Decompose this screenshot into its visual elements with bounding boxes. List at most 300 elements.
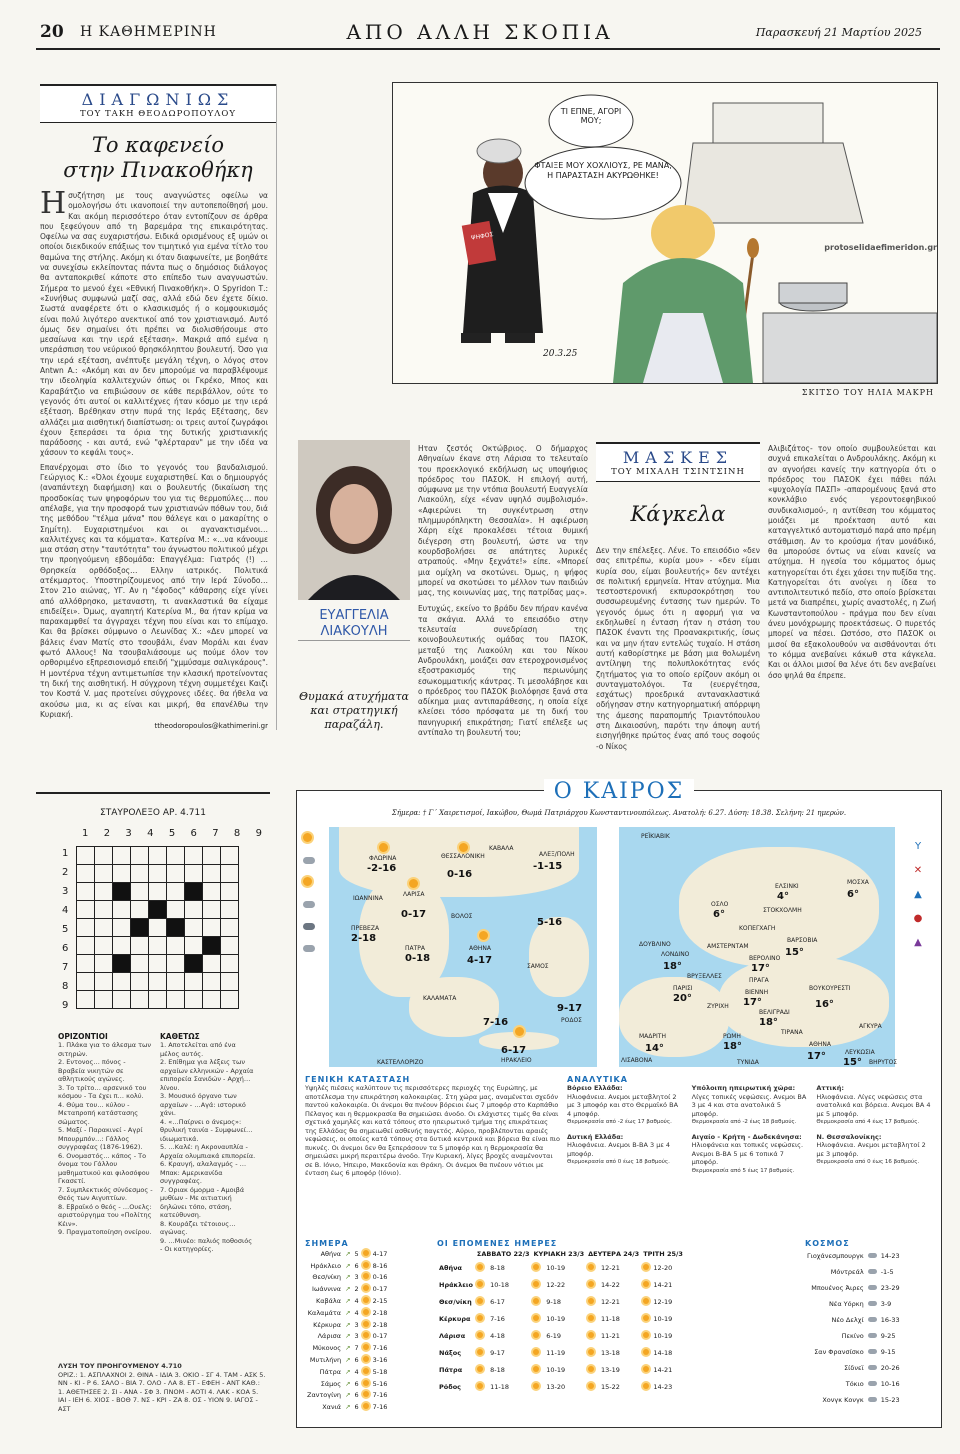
wind-force: 3 <box>354 1332 359 1341</box>
city-name: Κέρκυρα <box>313 1320 342 1329</box>
city-name: Χανιά <box>322 1403 342 1412</box>
city-label: ΙΩΑΝΝΙΝΑ <box>353 895 383 902</box>
city-temp: 9-17 <box>557 1003 583 1014</box>
column-number: 5 <box>168 828 176 839</box>
temp-range: 10-16 <box>880 1380 900 1388</box>
city-label: ΡΟΔΟΣ <box>561 1017 582 1024</box>
city-temp: 15° <box>843 1057 862 1068</box>
city-name: Αθήνα <box>439 1264 463 1273</box>
cloud-icon <box>866 1376 879 1392</box>
row-number: 9 <box>62 1000 69 1011</box>
general-text: Υψηλές πιέσεις καλύπτουν τις περισσότερες περιοχές της Ευρώπης, με αποτέλεσμα την επικράτηση καλοκαιρίας. Στη χώρα μας, αναμένεται σχεδόν παντού καλοκαιρία. Οι άνεμοι θα πνέουν βόρειοι έως 7 μποφόρ στο Καρπάθιο Πέλαγος και η θερμοκρασία θα σημειώσει άνοδο. Οι ελάχιστες τιμές θα είναι σχετικά χαμηλές και κατά τόπους στο ηπειρωτικό τμήμα της επικράτειας της Ελλάδας θα σημειωθεί ασθενής παγετός. Αύριο, προβλέπονται αραιές νεφώσεις, οι οποίες κατά τόπους στα δυτικά κεντρικά και βόρεια θα είναι πιο πυκνές. Οι άνεμοι δεν θα ξεπεράσουν τα 5 μποφόρ και η θερμοκρασία θα σημειώσει μικρή περαιτέρω άνοδο. Την Κυριακή, λίγες βροχές αναμένονται σε Β. Ιόνιο, Ήπειρο, Μακεδονία και Θράκη. Οι άνεμοι θα πνέουν νότιοι με ένταση έως 6 μποφόρ (Ιόνιο). <box>305 1084 560 1177</box>
temp-range: 16-33 <box>880 1316 900 1324</box>
temp-range: 15-23 <box>880 1396 900 1404</box>
temp-range: 8-16 <box>372 1261 388 1270</box>
city-label: ΛΕΥΚΩΣΙΑ <box>845 1049 875 1056</box>
sun-icon <box>586 1311 599 1328</box>
rain-icon <box>303 893 323 915</box>
across-clues <box>58 1032 154 1237</box>
sun-icon <box>459 843 468 852</box>
europe-map <box>619 827 898 1068</box>
temp-range: 10-19 <box>546 1366 566 1375</box>
city-label: ΠΑΤΡΑ <box>405 945 426 952</box>
temp-range: 13-18 <box>600 1349 620 1358</box>
temp-range: 10-19 <box>546 1264 566 1273</box>
sun-icon <box>531 1362 544 1379</box>
author-photo <box>298 440 410 600</box>
city-name: Ηράκλειο <box>310 1261 342 1270</box>
masks-header <box>596 442 760 482</box>
clue: 5. Μαξί - Παρακινεί - Αγρί Μπουρμπόν…: Γάλλος συγγραφέας (1876-1962). <box>58 1126 143 1151</box>
temp-range: 9-18 <box>546 1298 561 1307</box>
wind-arrow-icon: ↗ <box>345 1403 351 1412</box>
sun-icon <box>531 1311 544 1328</box>
book-label: ΨΗΦΟΣ <box>470 231 494 242</box>
world-row <box>805 1328 902 1344</box>
cartoon-signature: 20.3.25 <box>543 349 578 359</box>
city-name: Πάτρα <box>439 1366 463 1375</box>
masks-headline: Κάγκελα <box>630 502 726 526</box>
temp-range: 10-19 <box>653 1315 673 1324</box>
low-pressure-icon: ✕ <box>913 865 923 876</box>
temp-range: 11-18 <box>490 1383 509 1392</box>
row-number: 4 <box>62 905 69 916</box>
sun-icon <box>641 1345 651 1362</box>
high-pressure-icon: Y <box>914 841 922 852</box>
wind-arrow-icon: ↗ <box>345 1379 351 1388</box>
sun-icon <box>531 1379 544 1396</box>
wind-force: 5 <box>354 1249 359 1258</box>
cartoon-drawing <box>393 83 937 383</box>
next-days-row <box>437 1328 685 1345</box>
city-name: Κέρκυρα <box>439 1315 471 1324</box>
city-temp: 2-18 <box>351 933 377 944</box>
sun-icon <box>479 931 488 940</box>
city-name: Γιοχάνεσμπουργκ <box>807 1252 864 1260</box>
sun-icon <box>641 1277 651 1294</box>
region-forecast: Ν. Θεσσαλονίκης: Ηλιοφάνεια. Ανεμοι μεταβλητοί 2 με 3 μποφόρ. Θερμοκρασία από 0 έως 16 βαθμούς. <box>816 1132 926 1165</box>
city-name: Ζαντογίνη <box>307 1391 342 1400</box>
city-label: ΤΙΡΑΝΑ <box>781 1029 803 1036</box>
wind-force: 7 <box>354 1344 359 1353</box>
storm-icon <box>303 915 323 937</box>
down-title: ΚΑΘΕΤΩΣ <box>160 1032 200 1041</box>
temp-range: 14-21 <box>653 1366 673 1375</box>
temp-range: 0-16 <box>372 1273 388 1282</box>
temp-range: 7-16 <box>372 1344 388 1353</box>
city-name: Λάρισα <box>317 1332 342 1341</box>
sun-icon <box>361 1401 371 1413</box>
wind-arrow-icon: ↗ <box>345 1391 351 1400</box>
headline-line-2: στην Πινακοθήκη <box>63 158 253 182</box>
row-number: 8 <box>62 981 69 992</box>
temp-range: 20-26 <box>880 1364 900 1372</box>
column-number: 3 <box>125 828 132 839</box>
city-label: ΕΛΣΙΝΚΙ <box>775 883 799 890</box>
clue: 3. Το τρίτο… αρσενικό του κόσμου - Τα έχει π… κολύ. <box>58 1083 147 1100</box>
temp-range: 14-21 <box>653 1281 673 1290</box>
world-row <box>805 1376 902 1392</box>
section-title: ΑΠΟ ΑΛΛΗ ΣΚΟΠΙΑ <box>346 20 614 44</box>
today-row <box>305 1283 389 1295</box>
city-temp: 6-17 <box>501 1045 527 1056</box>
wind-force: 4 <box>354 1367 359 1376</box>
sun-icon <box>531 1328 544 1345</box>
today-row <box>305 1295 389 1307</box>
city-temp: 4° <box>777 891 789 902</box>
clue: 3. Μουσικό όργανο των αρχαίων - …Αγά: ιστορικό χάνι. <box>160 1092 246 1117</box>
sun-icon <box>361 1354 371 1366</box>
city-temp: 6° <box>713 909 725 920</box>
general-forecast <box>305 1075 561 1178</box>
wind-force: 6 <box>354 1391 359 1400</box>
temp-range: 11-19 <box>546 1349 566 1358</box>
city-label: ΠΡΑΓΑ <box>749 977 769 984</box>
today-row <box>305 1366 389 1378</box>
temp-range: 5-16 <box>372 1379 388 1388</box>
city-temp: 15° <box>785 947 804 958</box>
temp-range: 12-21 <box>600 1264 620 1273</box>
today-row <box>305 1307 389 1319</box>
clue: 6. Ονομαστός… κάπος - Το όνομα του Γάλλου μαθηματικού και φιλοσόφου Γκασετί. <box>58 1151 150 1185</box>
temp-range: 9-15 <box>880 1348 896 1356</box>
wind-force: 6 <box>354 1403 359 1412</box>
clue: 1. Πλάκα για το άλεσμα των σιτηρών. <box>58 1041 152 1058</box>
region-forecast: Βόρειο Ελλάδα: Ηλιοφάνεια. Ανεμοι μεταβλητοί 2 με 3 μποφόρ και στο Θερμαϊκό ΒΑ 4 μποφόρ. Θερμοκρασία από -2 έως 17 βαθμούς. <box>567 1084 679 1125</box>
temp-range: 12-21 <box>600 1298 620 1307</box>
cold-front-icon: ▲ <box>914 889 922 900</box>
headline-line-1: Το καφενείο <box>91 133 225 157</box>
sun-icon <box>531 1277 544 1294</box>
today-forecast <box>305 1239 431 1413</box>
analytic-title: ΑΝΑΛΥΤΙΚΑ <box>567 1075 628 1084</box>
temp-range: 14-18 <box>653 1349 673 1358</box>
world-title: ΚΟΣΜΟΣ <box>805 1239 850 1248</box>
city-label: ΤΥΝΙΔΑ <box>737 1059 759 1066</box>
sun-icon <box>361 1283 371 1295</box>
column-kicker: ΔΙΑΓΩΝΙΩΣ <box>81 90 235 109</box>
cloud-icon <box>866 1344 879 1360</box>
city-name: Πεκίνο <box>841 1332 864 1340</box>
city-name: Ρόδος <box>439 1383 462 1392</box>
column-number: 2 <box>103 828 111 839</box>
city-label: ΘΕΣΣΑΛΟΝΙΚΗ <box>441 853 485 860</box>
cloud-icon <box>866 1360 879 1376</box>
occluded-front-icon: ▲ <box>914 937 922 948</box>
temp-range: 10-19 <box>546 1315 566 1324</box>
city-temp: 7-16 <box>483 1017 509 1028</box>
city-name: Ιωάννινα <box>312 1285 342 1294</box>
city-label: ΠΡΕΒΕΖΑ <box>351 925 380 932</box>
sun-icon <box>361 1307 371 1319</box>
cloud-icon <box>303 849 323 871</box>
weather-title-wrap <box>297 779 941 804</box>
city-name: Πάτρα <box>319 1367 342 1376</box>
sun-icon <box>531 1345 544 1362</box>
wind-force: 3 <box>354 1320 359 1329</box>
clue: 8. Κουράζει τέτοιους… αγώνας. <box>160 1219 236 1236</box>
article-paragraph: Επανέρχομαι στο ίδιο το γεγονός του βανδαλισμού. Γεώργιος Κ.: «Όλοι έχουμε ευχαριστηθεί. Και ο δημιουργός (αναπάντεχη διαφήμιση) και ο βουλευτής (δικαίωση της προσδοκίας των ψηφοφόρων του για τις θερμοπύλες… που απέλαβε, για την προσφορά των χριστιανών πόθων του, διά της μεθόδου "τέλμα μάνα" που θάλεγε και ο μακαρίτης ο Σημίτη). Ευχαριστημένοι και οι αγανακτισμένοι…καλλιτέχνες και τα κόμματα». Κατερίνα Μ.: «...να κάνουμε μια στάση στην "ταυτότητα" του άγνωστου πολιτικού μέχρι την προηγούμενη εβδομάδα: Επαγγέλμα: Γιατρός (!) … Θρησκεία ορθόδοξος… Ελλην ιατρικός. Πολιτικά ατέκμαρτος. Υποστηρίζουμενος από την Ιερά Σύνοδο… Στον 21ο αιώνας, ΥΓ. Αν η "έφοδος" κάθαρσης είχε γίνει από αλλόθρησκο, μεταναστη, τι ανακλαστικά θα είχαμε επιδείξει». Όμως, αγαπητή Κατερίνα Μ., θα ήταν κρίμα να παρακαμφθεί τα άγγραχει τέχνη που είναι και το επίμαχο. Και θα βρίσκει σύμφωνο ο Λεωνίδας Χ.: «Δεν μπορεί να βάλεις έναν Ματίς στο τσουβάλι, έναν Μοράλι και έναν φωτό Αλλους! Να τσουβαλιάσουμε ως πούμε όλον τον ορθοριμένο εξπρεσιονισμό επειδή "χμμύσαμε σαλιγκάρους". Η μοντέρνα τέχνη αντιμετωπίσε την κλασική προτείνοντας τη δική της αισθητική. Η σύγχρονη τέχνη συμμετέχει Καιζι τον Κοστά V. μας προτείνει σύγχρονες ιδέες. θα ήθελα να ακούσω μια, κι ας είναι και μικρή, θα επανέλθω την Κυριακή. <box>40 462 268 719</box>
wind-arrow-icon: ↗ <box>345 1297 351 1306</box>
speech-bubble-mother: ΤΙ ΕΠΝΕ, ΑΓΟΡΙ ΜΟΥ; <box>560 107 622 125</box>
wind-arrow-icon: ↗ <box>345 1332 351 1341</box>
city-label: ΚΑΣΤΕΛΛΟΡΙΖΟ <box>377 1059 424 1066</box>
temp-range: 11-21 <box>600 1332 620 1341</box>
city-temp: 17° <box>751 963 770 974</box>
temp-range: 10-19 <box>653 1332 673 1341</box>
city-label: ΡΕΪΚΙΑΒΙΚ <box>641 833 670 840</box>
city-temp: 17° <box>743 997 762 1008</box>
next-days-row <box>437 1294 685 1311</box>
city-label: ΚΟΠΕΓΧΑΓΗ <box>739 925 776 932</box>
sun-icon <box>586 1345 599 1362</box>
column-number: 9 <box>255 828 262 839</box>
city-label: ΒΙΕΝΝΗ <box>745 989 769 996</box>
city-label: ΒΟΛΟΣ <box>451 913 473 920</box>
city-name: Θεσ/νίκη <box>312 1273 342 1282</box>
city-temp: 0-18 <box>405 953 431 964</box>
temp-range: 14-23 <box>653 1383 673 1392</box>
opinion-author <box>298 608 410 640</box>
wind-arrow-icon: ↗ <box>345 1356 351 1365</box>
temp-range: 7-16 <box>372 1391 388 1400</box>
weather-title: Ο ΚΑΙΡΟΣ <box>544 779 694 804</box>
city-temp: 5-16 <box>537 917 563 928</box>
day-header: ΔΕΥΤΕΡΑ 24/3 <box>588 1249 640 1258</box>
clue: 2. Επίθημα για λέξεις των αρχαίων ελληνικών - Αρχαία επιπορεία Σανιδών - Αρχή… λίνου. <box>160 1058 254 1092</box>
city-label: ΑΜΣΤΕΡΝΤΑΜ <box>707 943 749 950</box>
sun-icon <box>475 1311 488 1328</box>
sun-icon <box>475 1379 488 1396</box>
temp-range: 2-18 <box>372 1320 388 1329</box>
column-number: 7 <box>212 828 219 839</box>
front-legend <box>903 841 933 961</box>
city-label: ΑΛΕΞ/ΠΟΛΗ <box>539 851 575 858</box>
cloud-icon <box>866 1280 879 1296</box>
temp-range: 4-17 <box>372 1249 388 1258</box>
city-label: ΖΥΡΙΧΗ <box>707 1003 729 1010</box>
wind-arrow-icon: ↗ <box>345 1320 351 1329</box>
sun-icon <box>586 1294 599 1311</box>
sun-cloud-icon <box>303 871 323 893</box>
clue: 9. …Μινέο: παλιός ποθοσιός - Οι κατηγορίες. <box>160 1236 253 1253</box>
world-table <box>805 1248 902 1408</box>
article-paragraph: Ησυζήτηση με τους αναγνώστες οφείλω να ομολογήσω ότι ικανοποιεί την αυτοπεποίθησή μου. Και ακόμη περισσότερο όταν εντοπίζουν σε άρθρα που ξεφεύγουν από τη βαρεμάρα της επικαιρότητας. Οφείλω να σας ευχαριστήσω. Ειδικά ορισμένους εξ υμών οι οποίοι διεκδικούν επάξιως τον τιμητικό για εμένα τίτλο του θαμώνα της στήλης. Ακόμη κι όταν διαφωνείτε, με βοηθάτε να συνεχίσω εκλείποντας πάντα πως ο δημόσιος διάλογος θα ανταποκριθεί κάποτε στο επίπεδο των αναγνωστών. Σήμερα το μενού έχει «Εθνική Πινακοθήκη». Ο Spyridon Τ.: «Συνήθως συμφωνώ μαζί σας, αλλά εδώ δεν έχετε δίκιο. Σωστά αναφέρετε ότι ο κλασικισμός ή ο κομφουκισμός είναι πολύ λιγότερο ανεκτικοί από τον χριστιανισμό. Αυτό όμως δεν σημαίνει ότι πρέπει να διολισθήσουμε στο μεσαίωνα και την ιερά εξέταση». Μακριά από εμένα η υπεράσπιση του νεύρικού θρησκόληπτου βουλευτή. Όσο για την ιερά εξέταση, ανέπτυξε μεγάλη τέχνη, ο λόγος στον Antwn A.: «Ακόμη και αν δεν μπορούμε να παραβλέψουμε την ιδεοληψία καλλιτεχνών όπως οι Γκρέκο, Μπος και Καραβάτζιο να επιβιώσουν σε κάθε περιβάλλον, ούτε το γεγονός ότι αυτοί οι καλλιτέχνες ήταν κόσμο με την ιερά εξέταση. Βρέθηκαν στην πυρά της Ιεράς Εξέτασης, δεν αλλάζει μια αισθητική διαπίστωση: οι τρεις αυτοί ζωγράφοι έχουν ξεπεράσει τα όρια της δυτικής χριστιανικής παράδοσης - και αυτά, ενώ "φλέρταραν" με την ιδέα να χάσουν το κεφάλι τους». <box>40 186 268 458</box>
next-days-row <box>437 1277 685 1294</box>
city-label: ΟΣΛΟ <box>711 901 729 908</box>
temp-range: 10-18 <box>490 1281 509 1290</box>
temp-range: 11-18 <box>600 1315 620 1324</box>
city-name: Καλαμάτα <box>307 1308 342 1317</box>
wind-force: 4 <box>354 1308 359 1317</box>
sun-icon <box>641 1311 651 1328</box>
temp-range: 0-17 <box>372 1332 388 1341</box>
city-temp: 0-16 <box>447 869 473 880</box>
cloud-icon <box>866 1264 879 1280</box>
snow-icon <box>303 937 323 959</box>
today-row <box>305 1248 389 1260</box>
world-row <box>805 1296 902 1312</box>
sun-icon <box>361 1390 371 1402</box>
sun-icon <box>586 1277 599 1294</box>
wind-arrow-icon: ↗ <box>345 1367 351 1376</box>
city-temp: 17° <box>807 1051 826 1062</box>
city-temp: -2-16 <box>367 863 397 874</box>
sun-icon <box>361 1378 371 1390</box>
region-forecast: Υπόλοιπη ηπειρωτική χώρα: Λίγες τοπικές νεφώσεις. Ανεμοι ΒΑ 3 με 4 και στα ανατολικά 5 μποφόρ. Θερμοκρασία από -2 έως 18 βαθμούς. <box>691 1084 807 1125</box>
city-label: ΑΓΚΥΡΑ <box>859 1023 882 1030</box>
sun-icon <box>475 1328 488 1345</box>
city-name: Μυτιλήνη <box>309 1356 342 1365</box>
day-header: ΤΡΙΤΗ 25/3 <box>643 1249 683 1258</box>
temp-range: 23-29 <box>880 1284 900 1292</box>
temp-range: 9-25 <box>880 1332 896 1340</box>
diagonios-column <box>40 84 277 730</box>
sun-icon <box>515 1027 524 1036</box>
temp-range: 2-18 <box>372 1308 388 1317</box>
today-table <box>305 1248 389 1413</box>
city-label: ΜΟΣΧΑ <box>847 879 869 886</box>
author-first-name: ΕΥΑΓΓΕΛΙΑ <box>319 608 389 623</box>
city-label: ΛΑΡΙΣΑ <box>403 891 425 898</box>
today-row <box>305 1319 389 1331</box>
world-row <box>805 1264 902 1280</box>
today-info: Σήμερα: † Γ΄ Χαιρετισμοί, Ιακώβου, Θωμά Πατριάρχου Κωνσταντινουπόλεως. Ανατολή: 6.27. Δύση: 18.38. Σελήνη: 21 ημερών. <box>391 809 847 817</box>
city-name: Θεσ/νίκη <box>439 1298 472 1307</box>
city-name: Σαν Φρανσίσκο <box>814 1348 864 1356</box>
city-label: ΛΙΣΑΒΟΝΑ <box>621 1057 653 1064</box>
today-row <box>305 1378 389 1390</box>
next-days-forecast <box>437 1239 799 1396</box>
city-name: Σάμος <box>320 1379 342 1388</box>
wind-arrow-icon: ↗ <box>345 1261 351 1270</box>
crossword-title: ΣΤΑΥΡΟΛΕΞΟ ΑΡ. 4.711 <box>100 808 206 818</box>
region-forecast: Αττική: Ηλιοφάνεια. Λίγες νεφώσεις στα ανατολικά και βόρεια. Ανεμοι ΒΑ 4 με 5 μποφόρ. Θερμοκρασία από 4 έως 17 βαθμούς. <box>816 1084 931 1125</box>
column-number: 1 <box>82 828 89 839</box>
crossword <box>36 792 270 1434</box>
sun-icon <box>379 843 388 852</box>
temp-range: 9-17 <box>490 1349 505 1358</box>
temp-range: 0-17 <box>372 1285 388 1294</box>
masks-kicker: ΜΑΣΚΕΣ <box>622 448 734 467</box>
sun-icon <box>361 1319 371 1331</box>
opinion-column-1 <box>418 444 588 738</box>
sun-icon <box>361 1295 371 1307</box>
sun-icon <box>361 1366 371 1378</box>
header-rule <box>36 48 940 50</box>
sun-icon <box>475 1362 488 1379</box>
wind-force: 3 <box>354 1273 359 1282</box>
author-last-name: ΛΙΑΚΟΥΛΗ <box>320 624 388 639</box>
sun-icon <box>586 1379 599 1396</box>
next-days-row <box>437 1379 685 1396</box>
today-row <box>305 1272 389 1284</box>
city-label: ΚΑΛΑΜΑΤΑ <box>423 995 457 1002</box>
row-number: 5 <box>62 924 69 935</box>
city-label: ΑΘΗΝΑ <box>469 945 491 952</box>
city-label: ΒΑΡΣΟΒΙΑ <box>787 937 818 944</box>
row-number: 7 <box>62 962 69 973</box>
solution-title: ΛΥΣΗ ΤΟΥ ΠΡΟΗΓΟΥΜΕΝΟΥ 4.710 <box>58 1362 182 1370</box>
row-number: 2 <box>62 867 69 878</box>
clue: 4. Θύμα του… κύλου - Μεταπροπή κατάστασης σώματος. <box>58 1100 139 1126</box>
next-days-row <box>437 1362 685 1379</box>
clue: 8. Εβραϊκό ο θεός - …Ουελς: αριστούργημα του «Πολίτης Κέιν». <box>58 1202 152 1228</box>
temp-range: 6-17 <box>490 1298 505 1307</box>
wind-force: 6 <box>354 1379 359 1388</box>
day-header: ΚΥΡΙΑΚΗ 23/3 <box>533 1249 585 1258</box>
sun-icon <box>586 1362 599 1379</box>
sun-icon <box>361 1248 371 1260</box>
cloud-icon <box>866 1328 879 1344</box>
general-title: ΓΕΝΙΚΗ ΚΑΤΑΣΤΑΣΗ <box>305 1075 411 1084</box>
speech-bubble-son: ΦΤΑΙΞΕ ΜΟΥ ΧΟΧΛΙΟΥΣ, ΡΕ ΜΑΝΑ, Η ΠΑΡΑΣΤΑΣΗ ΑΚΥΡΩΘΗΚΕ! <box>534 161 672 180</box>
sun-icon <box>475 1260 488 1277</box>
wind-force: 2 <box>354 1285 359 1294</box>
next-days-row <box>437 1311 685 1328</box>
temp-range: 6-19 <box>546 1332 561 1341</box>
world-row <box>805 1360 902 1376</box>
row-number: 3 <box>62 886 69 897</box>
world-row <box>805 1312 902 1328</box>
city-temp: 18° <box>663 961 682 972</box>
city-name: Αθήνα <box>320 1249 342 1258</box>
city-label: ΒΗΡΥΤΟΣ <box>869 1059 898 1066</box>
city-label: ΑΘΗΝΑ <box>809 1041 831 1048</box>
temp-range: 12-19 <box>653 1298 673 1307</box>
sun-icon <box>586 1260 599 1277</box>
city-temp: -1-15 <box>533 861 563 872</box>
greece-map <box>329 827 597 1067</box>
divider <box>298 640 410 641</box>
wind-arrow-icon: ↗ <box>345 1285 351 1294</box>
temp-range: 8-18 <box>490 1366 505 1375</box>
city-label: ΛΟΝΔΙΝΟ <box>661 951 690 958</box>
city-name: Καβάλα <box>315 1297 342 1306</box>
city-temp: 14° <box>645 1043 664 1054</box>
city-temp: 16° <box>815 999 834 1010</box>
crossword-grid[interactable] <box>76 846 239 1009</box>
warm-front-icon: ● <box>913 913 923 924</box>
temp-range: 14-23 <box>880 1252 900 1260</box>
map-legend <box>303 827 323 959</box>
clue: 9. Πραγματοποίηση ονείρου. <box>58 1228 152 1236</box>
wind-arrow-icon: ↗ <box>345 1344 351 1353</box>
across-title: ΟΡΙΖΟΝΤΙΟΙ <box>58 1032 108 1041</box>
next-days-title: ΟΙ ΕΠΟΜΕΝΕΣ ΗΜΕΡΕΣ <box>437 1239 558 1248</box>
city-label: ΒΡΥΞΕΛΛΕΣ <box>687 973 722 980</box>
world-forecast <box>805 1239 935 1408</box>
city-label: ΣΤΟΚΧΟΛΜΗ <box>763 907 802 914</box>
down-clues <box>160 1032 256 1254</box>
sun-icon <box>361 1342 371 1354</box>
sun-icon <box>531 1294 544 1311</box>
clue: 5. …Καλέ: η Ακροναυπλία - Αρχαία ολυμπιακά επιπορεία. <box>160 1143 256 1160</box>
temp-range: 2-15 <box>372 1297 388 1306</box>
temp-range: 15-22 <box>600 1383 620 1392</box>
temp-range: 12-22 <box>546 1281 566 1290</box>
wind-force: 6 <box>354 1261 359 1270</box>
wind-force: 6 <box>354 1356 359 1365</box>
city-name: Τόκιο <box>845 1380 864 1388</box>
sun-icon <box>475 1277 488 1294</box>
watermark: protoselidaefimeridon.gr <box>824 243 937 252</box>
cartoon <box>392 82 938 384</box>
city-label: ΚΑΒΑΛΑ <box>489 845 514 852</box>
city-label: ΣΑΜΟΣ <box>527 963 549 970</box>
temp-range: 12-20 <box>653 1264 673 1273</box>
column-number: 6 <box>190 828 197 839</box>
